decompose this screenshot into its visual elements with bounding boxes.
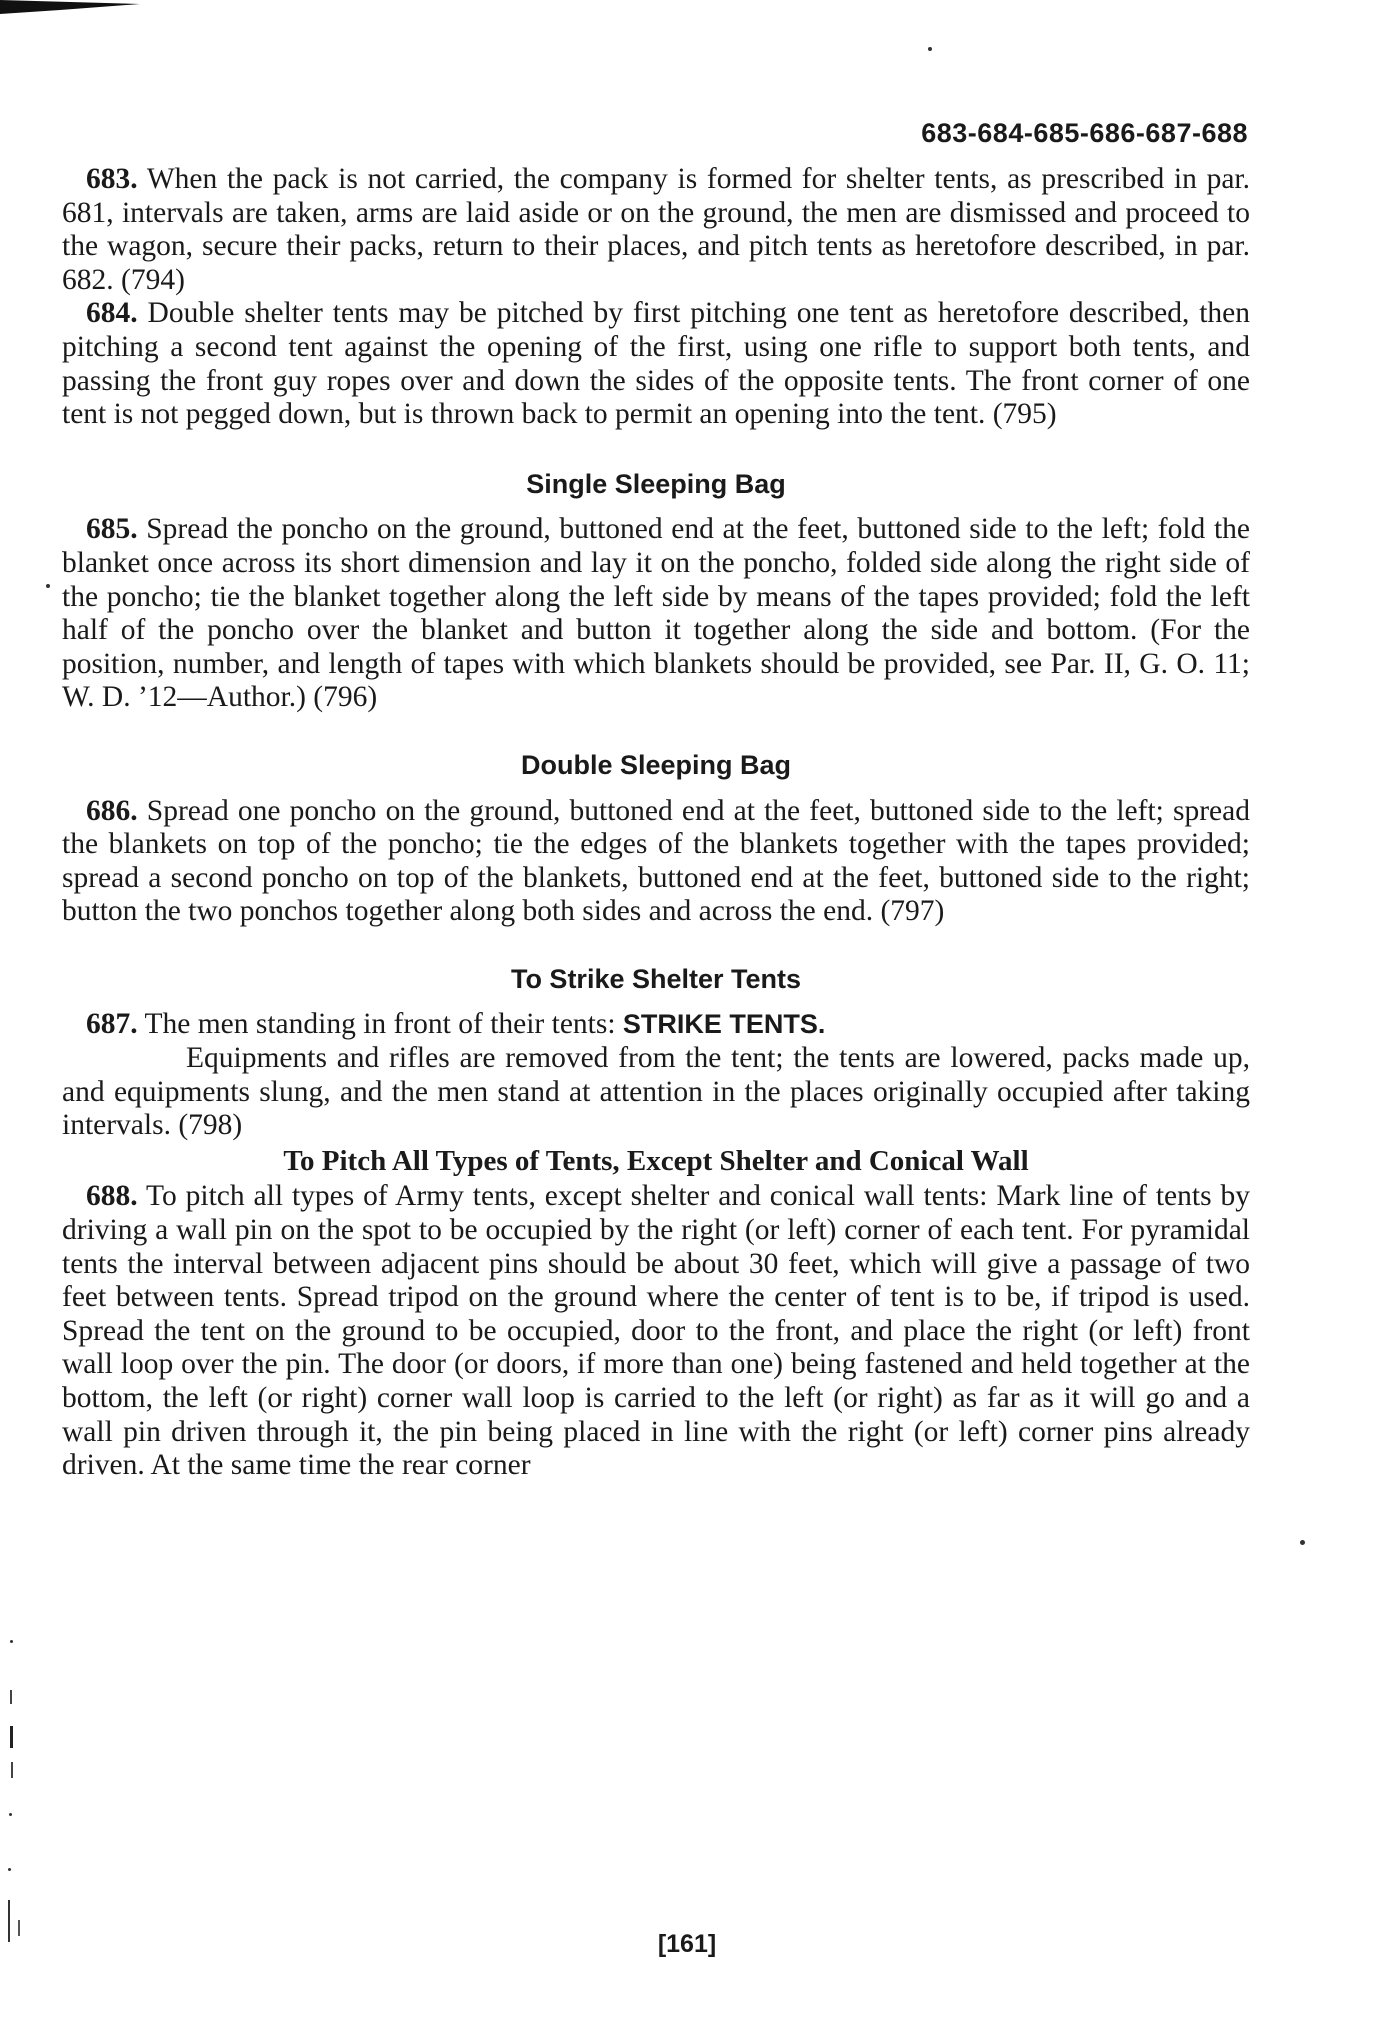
paragraph-text: Double shelter tents may be pitched by first pitching one tent as heretofore described, then pitching a second tent against the opening of the first, using one rifle to support both tents, and passing the front guy ropes over and down the sides of the opposite tents. The front corner of one tent is not pegged down, but is thrown back to permit an opening into the tent. (795)	[62, 297, 1251, 431]
margin-mark	[11, 1762, 13, 1778]
paragraph-text: To pitch all types of Army tents, except shelter and conical wall tents: Mark line of tents by driving a wall pin on the spot to be occupied by the right (or left) corner of each tent. For pyramidal tents the interval between adjacent pins should be about 30 feet, which will give a passage of two feet between tents. Spread tripod on the ground where the center of tent is to be, if tripod is used. Spread the tent on the ground to be occupied, door to the front, and place the right (or left) front wall loop over the pin. The door (or doors, if more than one) being fastened and held together at the bottom, the left (or right) corner wall loop is carried to the left (or right) as far as it will go and a wall pin driven through it, the pin being placed in line with the right (or left) corner pins already driven. At the same time the rear corner	[62, 1180, 1250, 1482]
paragraph-number: 688.	[86, 1180, 138, 1213]
scan-edge-mark	[0, 0, 140, 14]
page-number: [161]	[657, 1930, 717, 1958]
paragraph-number: 684.	[86, 297, 138, 330]
paragraph-text: Spread the poncho on the ground, buttoned end at the feet, buttoned side to the left; fold the blanket once across its short dimension and lay it on the poncho, folded side along the right side of the poncho; tie the blanket together along the left side by means of the tapes provided; fold the left half of the poncho over the blanket and button it together along the side and bottom. (For the position, number, and length of tapes with which blankets should be provided, see Par. II, G. O. 11; W. D. ’12—Author.) (796)	[62, 513, 1250, 714]
scan-speck	[928, 47, 932, 51]
paragraph-683	[62, 163, 1250, 297]
scan-speck	[10, 1640, 13, 1643]
heading-single-sleeping-bag: Single Sleeping Bag	[526, 468, 786, 499]
scan-speck	[8, 1868, 11, 1871]
paragraph-686	[62, 795, 1250, 929]
paragraph-number: 683.	[86, 163, 138, 195]
paragraph-number: 685.	[86, 513, 138, 546]
heading-pitch-all-types: To Pitch All Types of Tents, Except Shelter and Conical Wall	[283, 1144, 1029, 1177]
paragraph-684	[62, 297, 1250, 431]
page-range-header: 683-684-685-686-687-688	[921, 118, 1248, 148]
margin-mark	[10, 1726, 13, 1748]
page-body	[62, 163, 1250, 1483]
heading-strike-shelter-tents: To Strike Shelter Tents	[510, 963, 802, 994]
scan-speck	[1300, 1540, 1305, 1545]
paragraph-687-command	[62, 1008, 1250, 1042]
paragraph-688	[62, 1180, 1250, 1482]
margin-mark	[10, 1690, 12, 1704]
paragraph-687-text: Equipments and rifles are removed from the tent; the tents are lowered, packs made up, and equipments slung, and the men stand at attention in the places originally occupied after taking intervals. (798)	[62, 1042, 1250, 1142]
paragraph-text: Spread one poncho on the ground, buttoned end at the feet, buttoned side to the left; spread the blankets on top of the poncho; tie the edges of the blankets together with the tapes provided; spread a second poncho on top of the blankets, buttoned end at the feet, buttoned side to the right; button the two ponchos together along both sides and across the end. (797)	[62, 794, 1250, 928]
paragraph-685	[62, 513, 1250, 715]
command-strike-tents: STRIKE TENTS.	[622, 1009, 826, 1040]
scan-speck	[46, 584, 50, 588]
paragraph-number: 686.	[86, 794, 138, 827]
paragraph-text: When the pack is not carried, the company is formed for shelter tents, as prescribed in par. 681, intervals are taken, arms are laid aside or on the ground, the men are dismissed and proceed to the wagon, secure their packs, return to their places, and pitch tents as heretofore described, in par. 682. (794)	[62, 163, 1250, 296]
heading-double-sleeping-bag: Double Sleeping Bag	[520, 749, 792, 780]
paragraph-number: 687.	[86, 1008, 138, 1041]
paragraph-intro: The men standing in front of their tents:	[144, 1008, 616, 1041]
scan-speck	[9, 1813, 12, 1816]
